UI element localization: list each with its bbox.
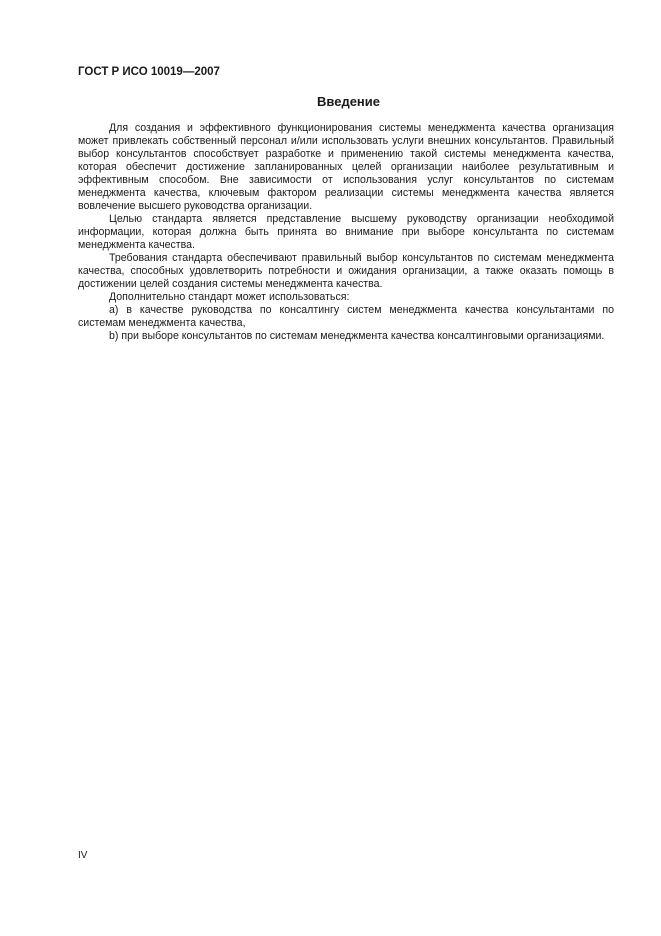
page-number: IV — [78, 850, 88, 861]
document-header: ГОСТ Р ИСО 10019—2007 — [78, 66, 220, 78]
paragraph: Требования стандарта обеспечивают правильный выбор консультантов по системам менеджмента качества, способных удовлетворить потребности и ожидания организации, а также оказать помощь в достижении целей создания системы менеджмента качества. — [78, 252, 614, 290]
list-item: b) при выборе консультантов по системам менеджмента качества консалтинговыми организациями. — [109, 330, 605, 342]
list-item: a) в качестве руководства по консалтингу систем менеджмента качества консультантами по системам менеджмента качества, — [78, 304, 614, 329]
paragraph: Целью стандарта является представление высшему руководству организации необходимой информации, которая должна быть принята во внимание при выборе консультанта по системам менеджмента качества. — [78, 213, 614, 251]
section-body — [78, 122, 614, 343]
paragraph: Дополнительно стандарт может использоваться: — [109, 291, 350, 303]
paragraph: Для создания и эффективного функционирования системы менеджмента качества организация может привлекать собственный персонал и/или использовать услуги внешних консультантов. Правильный выбор консультантов способствует разработке и применению такой системы менеджмента качества, которая обеспечит достижение запланированных целей организации наиболее результативным и эффективным способом. Вне зависимости от использования услуг консультантов по системам менеджмента качества, ключевым фактором реализации системы менеджмента качества является вовлечение высшего руководства организации. — [78, 122, 614, 212]
section-title: Введение — [317, 94, 380, 109]
